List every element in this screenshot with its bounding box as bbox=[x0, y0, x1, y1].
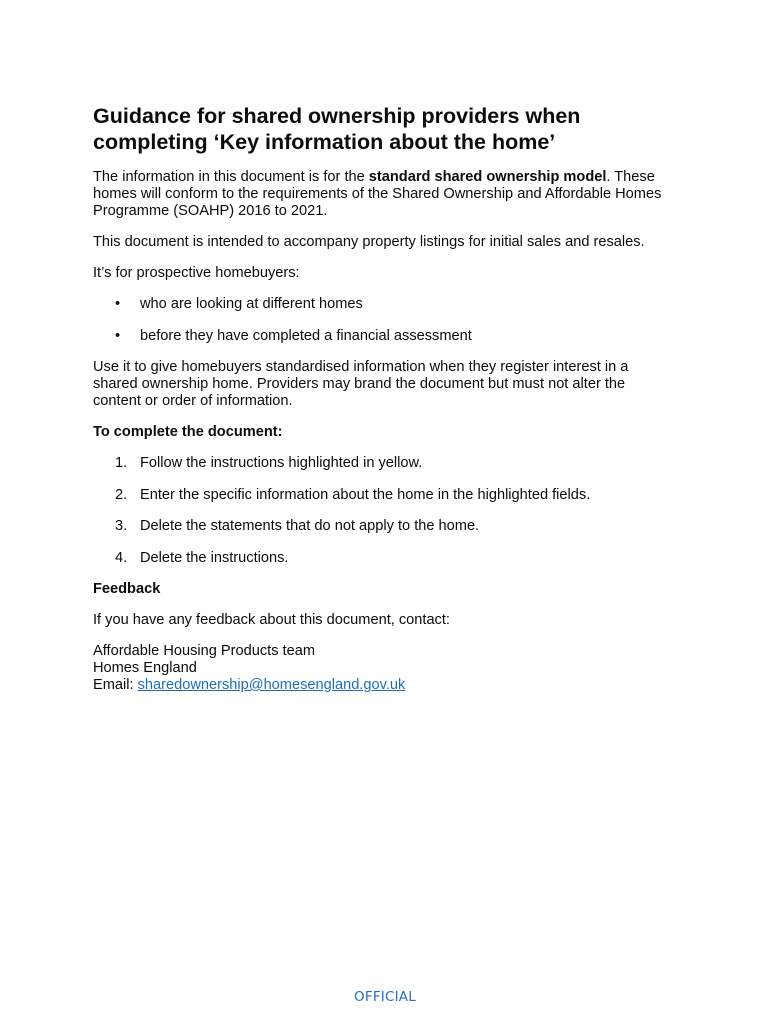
email-label: Email: bbox=[93, 677, 138, 693]
intro-paragraph bbox=[93, 169, 673, 220]
contact-team: Affordable Housing Products team bbox=[93, 643, 316, 659]
bullet-marker: • bbox=[115, 296, 121, 312]
list-item bbox=[93, 487, 673, 504]
complete-heading: To complete the document: bbox=[93, 424, 283, 440]
audience-lead: It’s for prospective homebuyers: bbox=[93, 265, 300, 281]
list-item bbox=[93, 550, 673, 567]
audience-list bbox=[93, 296, 673, 345]
list-item-text: Delete the instructions. bbox=[140, 549, 289, 566]
intro-bold: standard shared ownership model bbox=[368, 169, 607, 185]
list-item bbox=[93, 296, 673, 313]
step-number: 1. bbox=[115, 455, 128, 471]
feedback-heading: Feedback bbox=[93, 581, 161, 597]
page-title: Guidance for shared ownership providers when completing ‘Key information about the home’ bbox=[93, 104, 581, 154]
accompany-paragraph: This document is intended to accompany property listings for initial sales and resales. bbox=[93, 234, 645, 250]
usage-paragraph: Use it to give homebuyers standardised information when they register interest in a shared ownership home. Providers may brand the document but must not alter the content or order of information. bbox=[93, 359, 629, 409]
contact-org: Homes England bbox=[93, 660, 197, 676]
contact-block bbox=[93, 643, 673, 694]
list-item-text: Enter the specific information about the home in the highlighted fields. bbox=[140, 486, 591, 503]
list-item-text: who are looking at different homes bbox=[140, 296, 363, 312]
step-number: 4. bbox=[115, 549, 128, 566]
intro-prefix: The information in this document is for the bbox=[93, 169, 369, 185]
intro-suffix: . These homes will conform to the requirements of the Shared Ownership and Affordable Homes Programme (SOAHP) 2016 to 2021. bbox=[93, 169, 662, 219]
list-item-text: Follow the instructions highlighted in yellow. bbox=[140, 455, 423, 471]
bullet-marker: • bbox=[115, 327, 121, 344]
steps-list bbox=[93, 455, 673, 567]
list-item-text: Delete the statements that do not apply to the home. bbox=[140, 518, 480, 534]
classification-footer: OFFICIAL bbox=[354, 989, 416, 1005]
list-item bbox=[93, 328, 673, 345]
document-page bbox=[93, 103, 673, 708]
step-number: 2. bbox=[115, 486, 128, 503]
list-item bbox=[93, 455, 673, 472]
step-number: 3. bbox=[115, 518, 128, 534]
email-link[interactable]: sharedownership@homesengland.gov.uk bbox=[137, 677, 406, 693]
list-item bbox=[93, 518, 673, 535]
list-item-text: before they have completed a financial assessment bbox=[140, 327, 472, 344]
feedback-text: If you have any feedback about this document, contact: bbox=[93, 612, 450, 628]
